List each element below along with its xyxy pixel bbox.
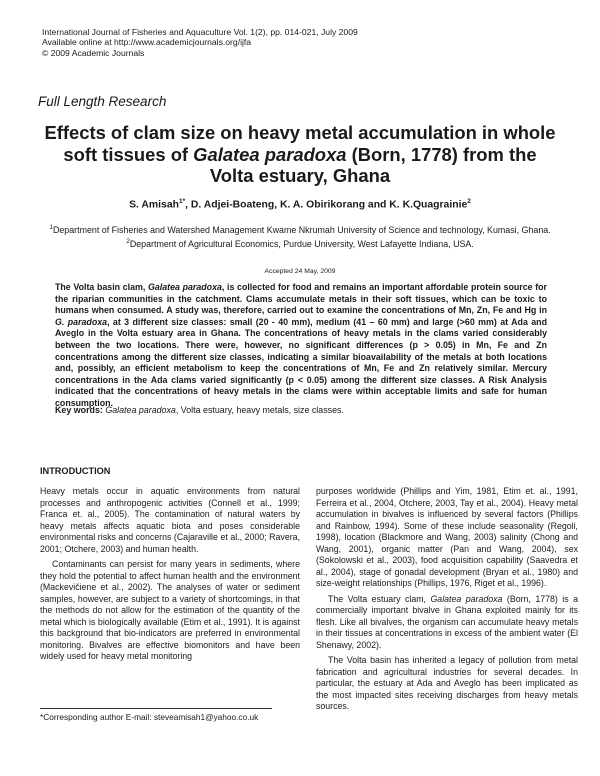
abstract-species-2: G. paradoxa xyxy=(55,316,108,327)
corresponding-author-footnote: *Corresponding author E-mail: steveamisah1@yahoo.co.uk xyxy=(40,712,259,722)
col2-paragraph-2 xyxy=(316,594,578,652)
right-column xyxy=(316,486,578,717)
abstract-s3: , at 3 different size classes: small (20 - 40 mm), medium (41 – 60 mm) and large (>60 mm) at Ada and Aveglo in the Volta estuary area in Ghana. The concentrations of heavy metals in the clams varied considerably between the two locations. There were, however, no significant differences (p > 0.05) in Mn, Fe and Zn concentrations among the different size classes, indicating a similar bioavailability of the metals at both locations and, possibly, an efficient metabolism to keep the concentrations of Mn, Fe and Zn relatively similar. Mercury concentrations in the Ada clams varied significantly (p < 0.05) among the different size classes. A Risk Analysis indicated that the concentrations of heavy metals in the clams were within acceptable limits and safe for human consumption. xyxy=(55,316,547,408)
journal-header xyxy=(42,27,358,58)
accepted-date: Accepted 24 May, 2009 xyxy=(264,268,336,275)
abstract-species-1: Galatea paradoxa xyxy=(147,282,222,292)
abstract-s2: , is collected for food and remains an important affordable protein source for the riparian communities in the catchment. Clams accumulate metals in their soft tissues, which can be toxic to humans when consumed. A study was, therefore, carried out to examine the concentrations of Mn, Zn, Fe and Hg in xyxy=(55,282,547,316)
journal-citation: International Journal of Fisheries and Aquaculture Vol. 1(2), pp. 014-021, July 2009 xyxy=(42,27,358,37)
affiliation-1-text: Department of Fisheries and Watershed Management Kwame Nkrumah University of Science and technology, Kumasi, Ghana. xyxy=(52,224,551,235)
col2-p2-start: The Volta estuary clam, xyxy=(328,593,431,604)
title-species: Galatea paradoxa xyxy=(193,143,347,165)
abstract-s1: The Volta basin clam, xyxy=(55,282,148,292)
col2-p2-end: (Born, 1778) is a commercially important bivalve in Ghana exploited mainly for its flesh. Like all bivalves, the organism can accumulate heavy metals in their tissues at concentrations in excess of the ambient water (El Shenawy, 2002). xyxy=(316,593,579,650)
keywords-label: Key words: xyxy=(55,405,106,415)
introduction-heading: INTRODUCTION xyxy=(40,466,111,476)
title-part2: (Born, 1778) from the Volta estuary, Ghana xyxy=(209,143,537,186)
affiliation-2-num: 2 xyxy=(126,238,130,246)
author-list xyxy=(40,198,560,210)
col2-paragraph-3: The Volta basin has inherited a legacy of pollution from metal fabrication and agricultural industries for several decades. In particular, the estuary at Ada and Aveglo has been implicated as the most impacted sites receiving discharges from heavy metals sources. xyxy=(316,655,578,711)
section-type: Full Length Research xyxy=(38,94,167,109)
col1-paragraph-1: Heavy metals occur in aquatic environments from natural processes and anthropogenic activities (Connell et al., 1999; Franca et. al., 2005). The contamination of natural waters by heavy metals affects aquatic biota and poses considerable environmental risks and concerns (Cajaraville et al., 2000; Ravera, 2001; Otchere, 2003) and human health. xyxy=(40,486,300,554)
footnote-divider xyxy=(40,708,272,709)
affiliation-1-num: 1 xyxy=(49,224,53,231)
keywords xyxy=(55,405,555,415)
abstract xyxy=(55,282,547,410)
col1-paragraph-2: Contaminants can persist for many years in sediments, where they hold the potential to affect human health and the environment (Mackevičiene et al., 2002). The analyses of water or sediment samples, however, are subject to a variety of shortcomings, in that the methods do not allow for the estimation of the quantity of the metal which is biologically available (Etim et al., 1991). It is against this background that bio-indicators are preferred in environmental monitoring. Bivalves are effective biomonitors and have been widely used for heavy metal monitoring xyxy=(40,559,300,661)
copyright: © 2009 Academic Journals xyxy=(42,47,145,58)
journal-url: Available online at http://www.academicjournals.org/ijfa xyxy=(42,37,252,48)
first-author: S. Amisah xyxy=(129,199,179,211)
affiliation-2-text: Department of Agricultural Economics, Purdue University, West Lafayette Indiana, USA. xyxy=(129,239,474,250)
paper-title xyxy=(40,122,560,187)
other-authors: , D. Adjei-Boateng, K. A. Obirikorang and K. K.Quagrainie xyxy=(185,199,468,211)
col2-paragraph-1: purposes worldwide (Phillips and Yim, 1981, Etim et. al., 1991, Ferreira et al., 2004, Otchere, 2003, Tay et al., 2004). Heavy metal accumulation in bivalves is influenced by several factors (Phillips and Rainbow, 1994). Some of these include seasonality (Regoli, 1998), location (Blackmore and Wang, 2003) salinity (Chong and Wang, 2001), organic matter (Pan and Wang, 2004), sex (Sokolowski et al., 2003), food acquisition capability (Saavedra et al., 2004), stage of gonadal development (Bryan et al., 1980) and size-weight relationships (Phillips, 1976, Riget et al., 1996). xyxy=(316,486,578,588)
left-column xyxy=(40,486,300,667)
affiliation-1 xyxy=(40,222,560,236)
first-author-sup: 1* xyxy=(178,198,186,205)
affiliation-2 xyxy=(40,236,560,250)
keywords-rest: , Volta estuary, heavy metals, size classes. xyxy=(175,405,344,415)
other-authors-sup: 2 xyxy=(467,198,471,205)
col2-p2-species: Galatea paradoxa xyxy=(430,593,503,604)
affiliations xyxy=(40,222,560,250)
title-part1: Effects of clam size on heavy metal accumulation in whole soft tissues of xyxy=(44,122,556,165)
keywords-species: Galatea paradoxa xyxy=(105,405,176,415)
